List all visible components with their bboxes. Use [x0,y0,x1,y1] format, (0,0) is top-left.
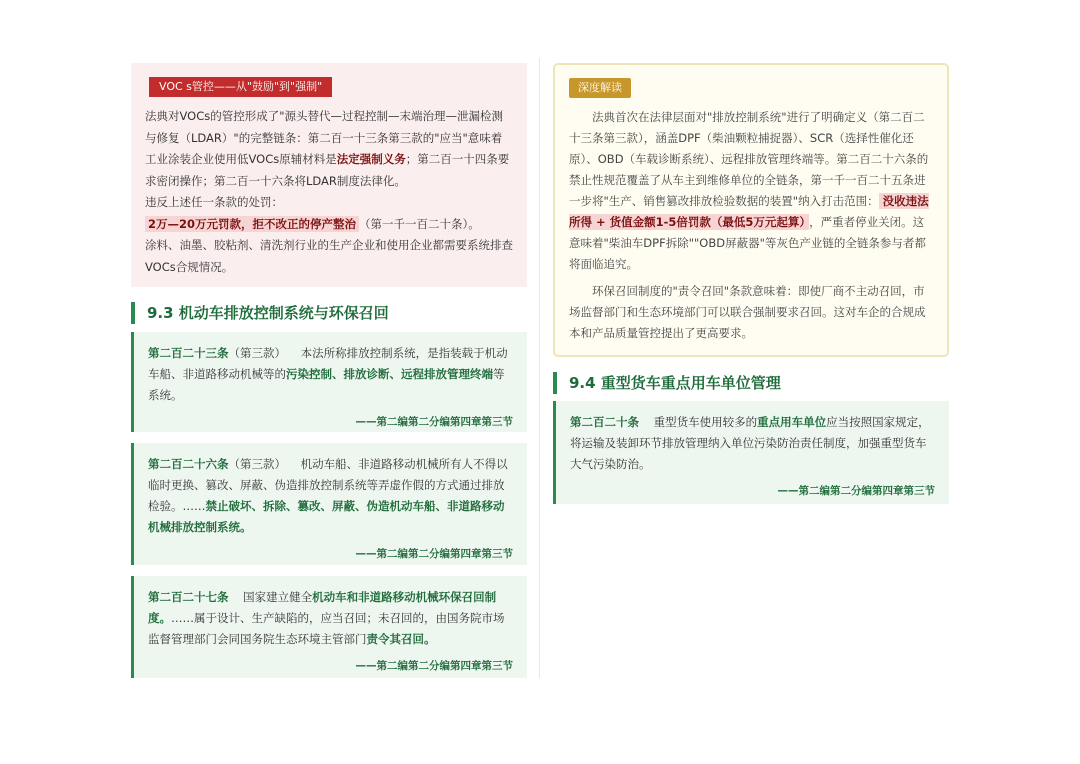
article-emphasis: 禁止破坏、拆除、篡改、屏蔽、伪造机动车船、非道路移动机械排放控制系统。 [148,499,505,534]
deep-read-box [553,63,949,357]
law-card-text [148,454,513,538]
vocs-paragraph-2: 违反上述任一条款的处罚： [145,195,283,209]
vocs-p1-text-end: ；第二百一十四条要求密闭操作；第二百一十六条将LDAR制度法律化。 [145,152,510,188]
vocs-tag: VOC s管控——从"鼓励"到"强制" [149,77,332,97]
article-text-end: 等系统。 [148,367,505,402]
law-card-article-227 [131,576,527,678]
article-number: 第二百二十条 [570,415,639,429]
column-divider [539,58,540,678]
article-source: ——第二编第二分编第四章第三节 [355,660,513,672]
law-card-text [148,587,513,650]
deep-p1-text-end: ，严重者停业关闭。这意味着"柴油车DPF拆除""OBD屏蔽器"等灰色产业链的全链条参与者都将面临追究。 [569,215,926,271]
law-card-article-220 [553,401,949,504]
deep-read-paragraph-2: 环保召回制度的"责令召回"条款意味着：即使厂商不主动召回，市场监督部门和生态环境部门可以联合强制要求召回。这对车企的合规成本和产品质量管控提出了更高要求。 [569,284,926,340]
article-source: ——第二编第二分编第四章第三节 [355,416,513,428]
law-card-text [148,343,513,406]
article-number: 第二百二十三条 [148,346,229,360]
article-text: 国家建立健全 [243,590,313,604]
section-heading-9-3: 9.3 机动车排放控制系统与环保召回 [131,302,389,324]
article-text: 本法所称排放控制系统，是指装载于机动车船、非道路移动机械等的 [148,346,508,381]
deep-p1-text: 法典首次在法律层面对"排放控制系统"进行了明确定义（第二百二十三条第三款），涵盖DPF（柴油颗粒捕捉器）、SCR（选择性催化还原）、OBD（车载诊断系统）、远程排放管理终端等。第二百二十六条的禁止性规范覆盖了从车主到维修单位的全链条，第一千一百二十五条进一步将"生产、销售篡改排放检验数据的装置"纳入打击范围： [569,110,929,208]
article-emphasis: 重点用车单位 [757,415,827,429]
vocs-p1-text: 法典对VOCs的管控形成了"源头替代—过程控制—末端治理—泄漏检测与修复（LDAR）"的完整链条：第二百一十三条第三款的"应当"意味着工业涂装企业使用低VOCs原辅材料是 [145,109,504,166]
vocs-callout-box [131,63,527,287]
article-emphasis: 机动车和非道路移动机械环保召回制度。 [148,590,497,625]
vocs-penalty-highlight: 2万—20万元罚款，拒不改正的停产整治 [145,216,359,232]
article-source: ——第二编第二分编第四章第三节 [777,485,935,497]
article-clause: （第三款） [228,457,286,471]
article-text-mid: ……属于设计、生产缺陷的，应当召回；未召回的，由国务院市场监督管理部门会同国务院生态环境主管部门 [148,611,505,646]
article-text: 机动车船、非道路移动机械所有人不得以临时更换、篡改、屏蔽、伪造排放控制系统等弄虚作假的方式通过排放检验。…… [148,457,508,513]
vocs-paragraph-1 [145,106,513,192]
article-number: 第二百二十七条 [148,590,229,604]
vocs-body [145,106,513,278]
law-card-text [570,412,935,475]
vocs-paragraph-3: 涂料、油墨、胶粘剂、清洗剂行业的生产企业和使用企业都需要系统排查VOCs合规情况。 [145,238,513,274]
deep-read-body [569,107,933,344]
vocs-paragraph-penalty [145,214,513,236]
article-clause: （第三款） [228,346,286,360]
deep-read-paragraph-1 [569,107,933,275]
article-text-end: 应当按照国家规定，将运输及装卸环节排放管理纳入单位污染防治责任制度，加强重型货车大气污染防治。 [570,415,930,471]
article-emphasis: 污染控制、排放诊断、远程排放管理终端 [286,367,493,381]
article-emphasis-2: 责令其召回。 [366,632,436,646]
section-heading-9-4: 9.4 重型货车重点用车单位管理 [553,372,781,394]
article-text: 重型货车使用较多的 [653,415,758,429]
vocs-p1-emphasis: 法定强制义务 [336,152,406,166]
vocs-penalty-ref: （第一千一百二十条）。 [359,216,480,231]
law-card-article-226 [131,443,527,565]
law-card-article-223 [131,332,527,432]
article-number: 第二百二十六条 [148,457,229,471]
deep-penalty-highlight: 没收违法所得 + 货值金额1-5倍罚款（最低5万元起算） [569,194,929,229]
deep-read-tag: 深度解读 [569,78,631,98]
article-source: ——第二编第二分编第四章第三节 [355,548,513,560]
